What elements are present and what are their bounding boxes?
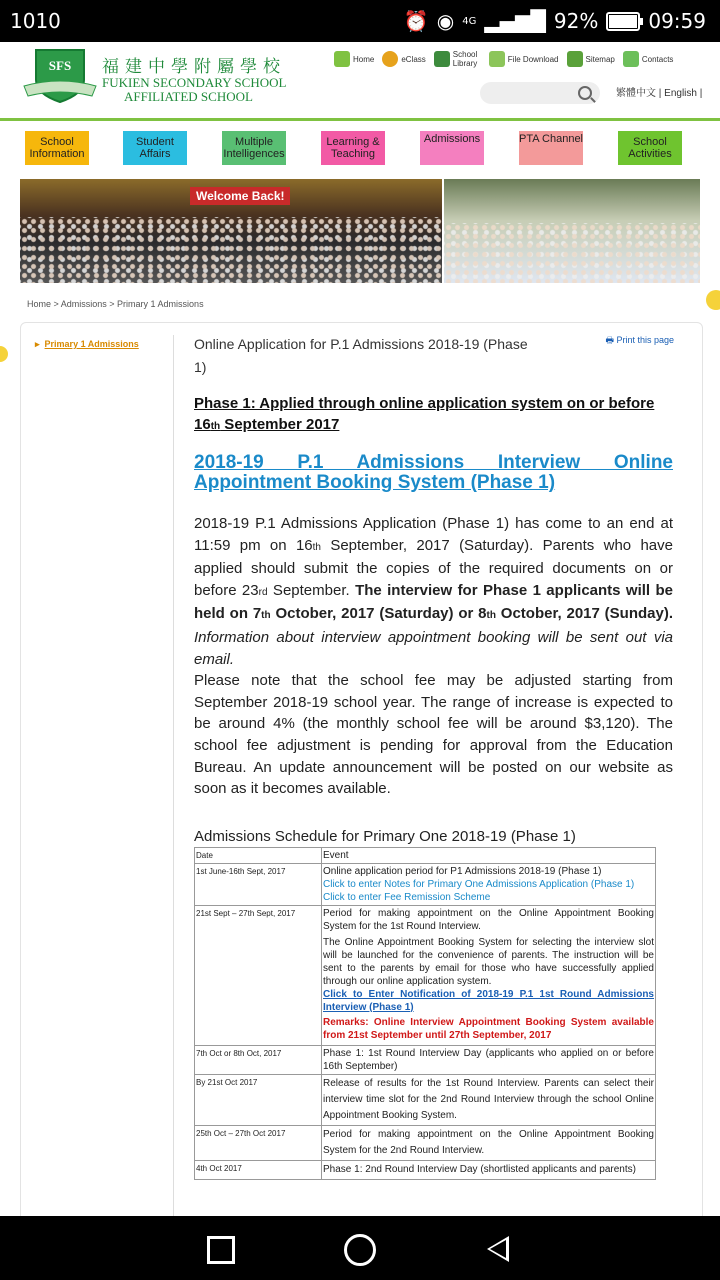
page-title: Online Application for P.1 Admissions 2018-19 (Phase 1) [194,336,528,375]
main-content [194,333,673,1180]
menu-pta-channel[interactable]: PTA Channel [519,131,583,165]
top-nav-sitemap[interactable]: Sitemap [567,50,615,68]
row-date: By 21st Oct 2017 [195,1074,322,1125]
book-icon [434,51,450,67]
alarm-icon: ⏰ [403,9,429,33]
battery-percent: 92% [553,9,599,33]
row-date: 1st June-16th Sept, 2017 [195,863,322,905]
main-menu [0,121,720,171]
table-row: 1st June-16th Sept, 2017 Online application period for P1 Admissions 2018-19 (Phase 1) Click to enter Notes for Primary One Admissions Application (Phase 1) Click to enter Fee Remission Scheme [195,863,656,905]
banner-photo-assembly [20,179,442,283]
sidebar-item-primary-1-admissions[interactable]: ▸ Primary 1 Admissions [35,339,139,349]
clock: 09:59 [648,9,706,33]
recent-apps-icon[interactable] [207,1236,235,1264]
search-input[interactable] [480,82,600,104]
printer-icon: 🖶 [605,335,614,345]
menu-learning-teaching[interactable]: Learning & Teaching [321,131,385,165]
home-circle-icon[interactable] [344,1234,376,1266]
school-logo[interactable] [22,46,98,104]
top-nav-contacts[interactable]: Contacts [623,50,674,68]
top-nav-library[interactable]: School Library [434,50,481,68]
row-date: 7th Oct or 8th Oct, 2017 [195,1045,322,1074]
eye-icon: ◉ [436,9,455,33]
sitemap-icon [567,51,583,67]
interview-notification-link[interactable]: Click to Enter Notification of 2018-19 P.1 1st Round Admissions Interview (Phase 1) [323,988,654,1013]
booking-system-link[interactable]: 2018-19 P.1 Admissions Interview Online [194,452,673,473]
phone-icon [623,51,639,67]
schedule-title: Admissions Schedule for Primary One 2018-19 (Phase 1) [194,827,576,845]
site-header [0,42,720,121]
bullet-arrow-icon: ▸ [35,339,40,349]
fee-remission-link[interactable]: Click to enter Fee Remission Scheme [323,891,491,903]
table-row: By 21st Oct 2017 Release of results for the 1st Round Interview. Parents can select their interview time slot for the 2nd Round Interview through the school Online Appointment Booking System. [195,1074,656,1125]
top-nav-file-download[interactable]: File Download [489,50,559,68]
breadcrumb: Home > Admissions > Primary 1 Admissions [27,299,204,309]
search-icon[interactable] [578,86,592,100]
phase-heading: Phase 1: Applied through online application system on or before 16th September 2017 [194,395,655,433]
lang-english-link[interactable]: English [664,88,697,99]
signal-label: 4G [462,15,477,27]
school-fee-paragraph: Please note that the school fee may be adjusted starting from September 2018-19 school year. The range of increase is expected to be around 4% (the monthly school fee will be around $3,120). The school fee adjustment is pending for approval from the Education Bureau. An update announcement will be posted on our website as soon as it becomes available. [194,672,673,798]
lang-chinese-link[interactable]: 繁體中文 [616,88,656,99]
hero-banner [20,179,700,283]
system-nav-bar [0,1216,720,1280]
school-name-english: FUKIEN SECONDARY SCHOOL AFFILIATED SCHOOL [102,75,287,104]
side-widget-dot [706,290,720,310]
school-name-chinese: 福建中學附屬學校 [102,57,286,77]
menu-school-information[interactable]: School Information [25,131,89,165]
logo-text: SFS [48,58,72,73]
column-header-date: Date [195,847,322,863]
row-date: 4th Oct 2017 [195,1160,322,1179]
column-header-event: Event [322,847,656,863]
language-switcher: 繁體中文 | English | [616,88,703,99]
menu-school-activities[interactable]: School Activities [618,131,682,165]
status-notification-count: 1010 [10,9,61,33]
remarks-text: Remarks: Online Interview Appointment Booking System available from 21st September until 27th September, 2017 [323,1016,654,1041]
schedule-table [194,847,656,1180]
banner-photo-students [444,179,700,283]
download-icon [489,51,505,67]
table-row: 7th Oct or 8th Oct, 2017 Phase 1: 1st Round Interview Day (applicants who applied on or before 16th September) [195,1045,656,1074]
top-nav-eclass[interactable]: eClass [382,50,425,68]
battery-icon [606,12,640,31]
table-row: 4th Oct 2017 Phase 1: 2nd Round Interview Day (shortlisted applicants and parents) [195,1160,656,1179]
announcement-paragraph: 2018-19 P.1 Admissions Application (Phase 1) has come to an end at 11:59 pm on 16th September, 2017 (Saturday). Parents who have applied should submit the copies of the required documents on or before 23rd September. The interview for Phase 1 applicants will be held on 7th October, 2017 (Saturday) or 8th October, 2017 (Sunday). Information about interview appointment booking will be sent out via email. [194,515,674,668]
booking-system-link-line2[interactable]: Appointment Booking System (Phase 1) [194,472,556,493]
print-page-link[interactable]: 🖶 Print this page [605,335,674,345]
banner-welcome-sign: Welcome Back! [190,187,290,205]
table-row: 25th Oct – 27th Oct 2017 Period for making appointment on the Online Appointment Booking System for the 2nd Round Interview. [195,1125,656,1160]
home-icon [334,51,350,67]
menu-student-affairs[interactable]: Student Affairs [123,131,187,165]
back-triangle-icon[interactable] [487,1236,509,1262]
row-date: 25th Oct – 27th Oct 2017 [195,1125,322,1160]
menu-admissions[interactable]: Admissions [420,131,484,165]
table-row: 21st Sept – 27th Sept, 2017 Period for making appointment on the Online Appointment Booking System for the 1st Round Interview. The Online Appointment Booking System for selecting the interview slot will be launched for the convenience of parents. The instruction will be sent to the parents by email for those who have successfully applied through our online application system. Click to Enter Notification of 2018-19 P.1 1st Round Admissions Interview (Phase 1) Remarks: Online Interview Appointment Booking System available from 21st September until 27th September, 2017 [195,905,656,1045]
menu-multiple-intelligences[interactable]: Multiple Intelligences [222,131,286,165]
status-bar [0,0,720,42]
table-header-row [195,847,656,863]
top-nav-home[interactable]: Home [334,50,374,68]
signal-icon: ▂▄▆█ [484,9,546,33]
eclass-icon [382,51,398,67]
top-nav [334,50,673,68]
side-widget-dot [0,346,8,362]
notes-application-link[interactable]: Click to enter Notes for Primary One Admissions Application (Phase 1) [323,878,635,890]
content-card [20,322,703,1224]
row-date: 21st Sept – 27th Sept, 2017 [195,905,322,1045]
